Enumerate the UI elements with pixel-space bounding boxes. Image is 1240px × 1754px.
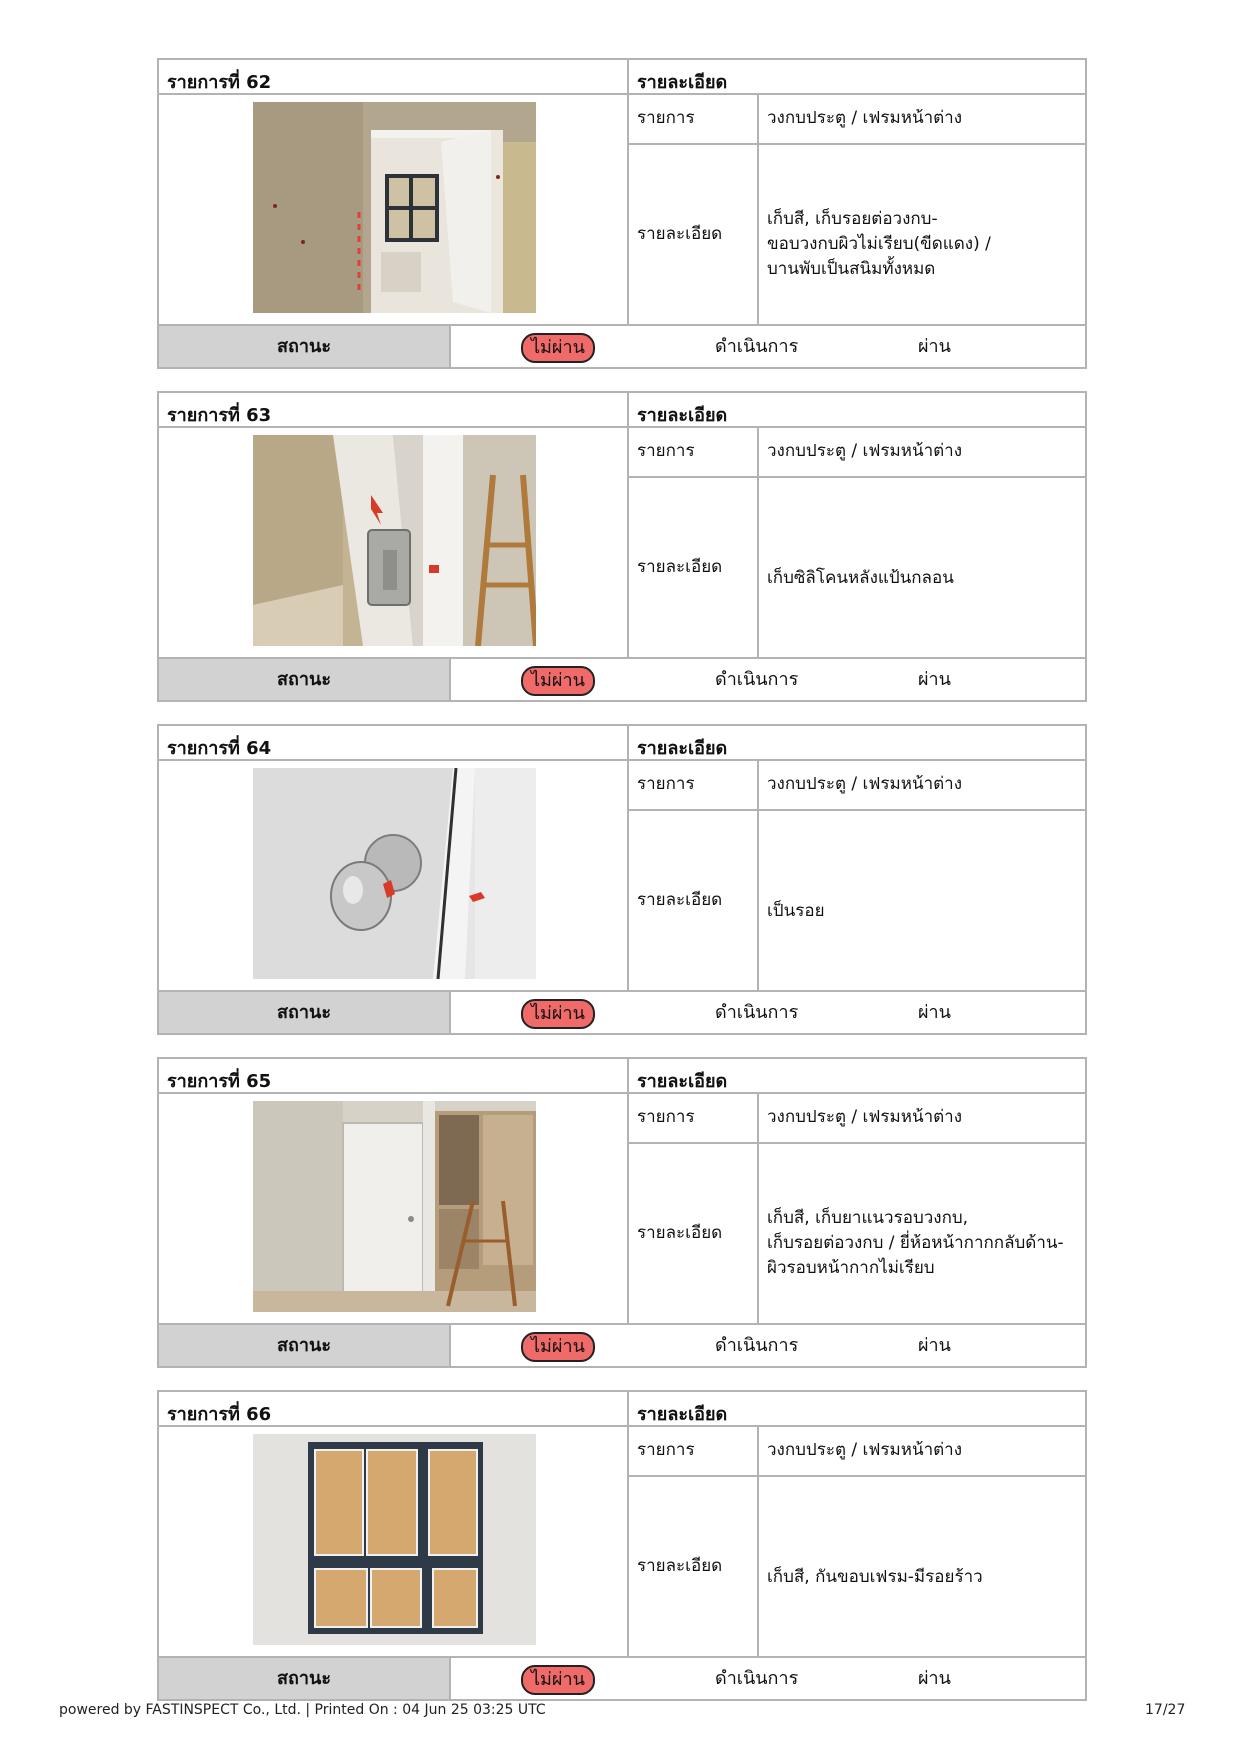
detail-value-cell bbox=[759, 811, 1085, 990]
status-label: สถานะ bbox=[159, 659, 451, 700]
card-header-right bbox=[629, 1059, 1085, 1094]
detail-value-cell bbox=[759, 1144, 1085, 1323]
detail-label-cell bbox=[629, 1144, 759, 1323]
detail-text bbox=[767, 1206, 1064, 1281]
detail-line: บานพับเป็นสนิมทั้งหมด bbox=[767, 259, 936, 279]
item-value-cell bbox=[759, 95, 1085, 145]
inspection-card bbox=[157, 391, 1087, 702]
status-row bbox=[159, 1323, 1085, 1366]
detail-label-cell bbox=[629, 478, 759, 657]
detail-text bbox=[767, 1565, 983, 1590]
status-pass[interactable]: ผ่าน bbox=[918, 1668, 951, 1689]
card-header-right bbox=[629, 393, 1085, 428]
item-category: วงกบประตู / เฟรมหน้าต่าง bbox=[767, 774, 963, 794]
item-title: รายการที่ 62 bbox=[167, 72, 272, 93]
detail-line: เก็บสี, เก็บรอยต่อวงกบ- bbox=[767, 209, 938, 229]
detail-line: ขอบวงกบผิวไม่เรียบ(ขีดแดง) / bbox=[767, 234, 991, 254]
card-header-left bbox=[159, 60, 629, 95]
card-header-left bbox=[159, 393, 629, 428]
status-row bbox=[159, 657, 1085, 700]
status-fail-badge[interactable]: ไม่ผ่าน bbox=[521, 1665, 595, 1695]
page-number: 17/27 bbox=[1145, 1702, 1186, 1718]
detail-label: รายละเอียด bbox=[637, 890, 723, 910]
footer-powered-by: powered by FASTINSPECT Co., Ltd. | Printed On : 04 Jun 25 03:25 UTC bbox=[59, 1702, 546, 1718]
status-in-progress[interactable]: ดำเนินการ bbox=[715, 1668, 799, 1689]
detail-label-cell bbox=[629, 145, 759, 324]
detail-label: รายละเอียด bbox=[637, 224, 723, 244]
item-label-cell bbox=[629, 1427, 759, 1477]
detail-value-cell bbox=[759, 145, 1085, 324]
status-fail-badge[interactable]: ไม่ผ่าน bbox=[521, 666, 595, 696]
status-fail-badge[interactable]: ไม่ผ่าน bbox=[521, 999, 595, 1029]
item-label: รายการ bbox=[637, 774, 695, 794]
photo-cell bbox=[159, 1094, 629, 1323]
detail-line: ผิวรอบหน้ากากไม่เรียบ bbox=[767, 1258, 935, 1278]
item-title: รายการที่ 65 bbox=[167, 1071, 272, 1092]
detail-header: รายละเอียด bbox=[637, 1404, 728, 1425]
item-label-cell bbox=[629, 1094, 759, 1144]
card-header-right bbox=[629, 726, 1085, 761]
item-title: รายการที่ 64 bbox=[167, 738, 272, 759]
detail-header: รายละเอียด bbox=[637, 738, 728, 759]
item-category: วงกบประตู / เฟรมหน้าต่าง bbox=[767, 108, 963, 128]
photo-cell bbox=[159, 761, 629, 990]
status-label: สถานะ bbox=[159, 326, 451, 367]
detail-text bbox=[767, 207, 991, 282]
item-label: รายการ bbox=[637, 441, 695, 461]
item-value-cell bbox=[759, 1427, 1085, 1477]
status-pass[interactable]: ผ่าน bbox=[918, 336, 951, 357]
detail-line: เก็บซิลิโคนหลังแป้นกลอน bbox=[767, 568, 954, 588]
item-label-cell bbox=[629, 95, 759, 145]
status-in-progress[interactable]: ดำเนินการ bbox=[715, 669, 799, 690]
item-category: วงกบประตู / เฟรมหน้าต่าง bbox=[767, 1440, 963, 1460]
status-in-progress[interactable]: ดำเนินการ bbox=[715, 1335, 799, 1356]
status-row bbox=[159, 990, 1085, 1033]
photo-cell bbox=[159, 428, 629, 657]
detail-header: รายละเอียด bbox=[637, 405, 728, 426]
detail-value-cell bbox=[759, 1477, 1085, 1656]
item-title: รายการที่ 63 bbox=[167, 405, 272, 426]
status-in-progress[interactable]: ดำเนินการ bbox=[715, 1002, 799, 1023]
detail-label: รายละเอียด bbox=[637, 1223, 723, 1243]
status-pass[interactable]: ผ่าน bbox=[918, 1002, 951, 1023]
detail-label: รายละเอียด bbox=[637, 1556, 723, 1576]
card-header-left bbox=[159, 1059, 629, 1094]
detail-label: รายละเอียด bbox=[637, 557, 723, 577]
status-label: สถานะ bbox=[159, 1658, 451, 1699]
item-value-cell bbox=[759, 761, 1085, 811]
photo-cell bbox=[159, 95, 629, 324]
item-title: รายการที่ 66 bbox=[167, 1404, 272, 1425]
card-header-left bbox=[159, 1392, 629, 1427]
inspection-photo[interactable] bbox=[253, 102, 536, 313]
detail-text bbox=[767, 899, 825, 924]
detail-header: รายละเอียด bbox=[637, 72, 728, 93]
detail-header: รายละเอียด bbox=[637, 1071, 728, 1092]
detail-line: เก็บสี, กันขอบเฟรม-มีรอยร้าว bbox=[767, 1567, 983, 1587]
detail-label-cell bbox=[629, 811, 759, 990]
status-pass[interactable]: ผ่าน bbox=[918, 669, 951, 690]
card-header-left bbox=[159, 726, 629, 761]
status-fail-badge[interactable]: ไม่ผ่าน bbox=[521, 1332, 595, 1362]
item-category: วงกบประตู / เฟรมหน้าต่าง bbox=[767, 441, 963, 461]
item-label: รายการ bbox=[637, 1107, 695, 1127]
detail-line: เก็บรอยต่อวงกบ / ยี่ห้อหน้ากากกลับด้าน- bbox=[767, 1233, 1064, 1253]
detail-value-cell bbox=[759, 478, 1085, 657]
status-in-progress[interactable]: ดำเนินการ bbox=[715, 336, 799, 357]
item-label: รายการ bbox=[637, 108, 695, 128]
item-label-cell bbox=[629, 428, 759, 478]
card-header-right bbox=[629, 1392, 1085, 1427]
status-label: สถานะ bbox=[159, 992, 451, 1033]
detail-label-cell bbox=[629, 1477, 759, 1656]
detail-text bbox=[767, 566, 954, 591]
status-pass[interactable]: ผ่าน bbox=[918, 1335, 951, 1356]
status-row bbox=[159, 324, 1085, 367]
item-label-cell bbox=[629, 761, 759, 811]
detail-line: เป็นรอย bbox=[767, 901, 825, 921]
detail-line: เก็บสี, เก็บยาแนวรอบวงกบ, bbox=[767, 1208, 969, 1228]
inspection-card bbox=[157, 1390, 1087, 1701]
inspection-card bbox=[157, 1057, 1087, 1368]
inspection-card bbox=[157, 724, 1087, 1035]
item-label: รายการ bbox=[637, 1440, 695, 1460]
inspection-photo[interactable] bbox=[253, 768, 536, 979]
item-value-cell bbox=[759, 1094, 1085, 1144]
inspection-photo[interactable] bbox=[253, 1101, 536, 1312]
photo-cell bbox=[159, 1427, 629, 1656]
status-row bbox=[159, 1656, 1085, 1699]
item-category: วงกบประตู / เฟรมหน้าต่าง bbox=[767, 1107, 963, 1127]
inspection-card bbox=[157, 58, 1087, 369]
status-label: สถานะ bbox=[159, 1325, 451, 1366]
card-header-right bbox=[629, 60, 1085, 95]
inspection-photo[interactable] bbox=[253, 435, 536, 646]
status-fail-badge[interactable]: ไม่ผ่าน bbox=[521, 333, 595, 363]
inspection-photo[interactable] bbox=[253, 1434, 536, 1645]
item-value-cell bbox=[759, 428, 1085, 478]
